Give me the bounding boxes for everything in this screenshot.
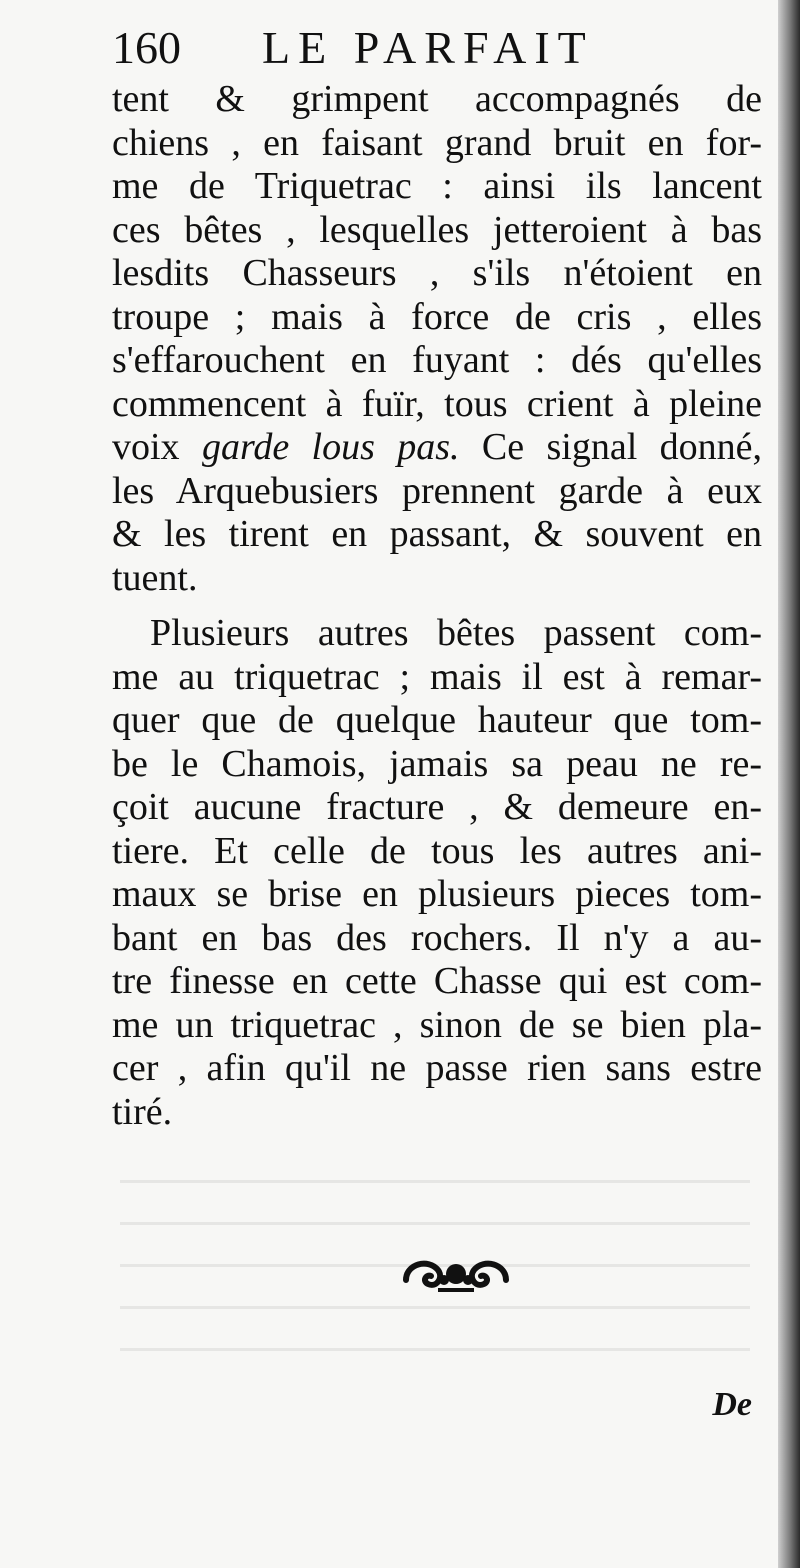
- text-line: troupe ; mais à force de cris , elles: [112, 295, 762, 338]
- text-line-with-italic: [112, 426, 762, 470]
- body-text: [112, 78, 762, 1134]
- text-line: les Arquebusiers prennent garde à eux: [112, 469, 762, 512]
- page-number: 160: [112, 22, 181, 73]
- text-line: tre finesse en cette Chasse qui est com-: [112, 960, 762, 1002]
- text-line: tent & grimpent accompagnés de: [112, 78, 762, 120]
- text-line: & les tirent en passant, & souvent en: [112, 513, 762, 555]
- text-line: ces bêtes , lesquelles jetteroient à bas: [112, 208, 762, 251]
- text-line: me de Triquetrac : ainsi ils lancent: [112, 165, 762, 207]
- paragraph-1: [112, 78, 762, 600]
- text-line: maux se brise en plusieurs pieces tom-: [112, 873, 762, 915]
- catchword: De: [712, 1386, 752, 1423]
- text-line: cer , afin qu'il ne passe rien sans estre: [112, 1047, 762, 1089]
- text-line: tiere. Et celle de tous les autres ani-: [112, 829, 762, 872]
- paragraph-gap: [112, 600, 762, 612]
- text-line: me un triquetrac , sinon de se bien pla-: [112, 1003, 762, 1046]
- binding-shadow: [778, 0, 800, 1568]
- text-line: lesdits Chasseurs , s'ils n'étoient en: [112, 252, 762, 294]
- text-segment: Ce signal donné,: [459, 426, 762, 468]
- paragraph-2: [112, 612, 762, 1134]
- text-segment: voix: [112, 426, 202, 468]
- text-line: tiré.: [112, 1090, 173, 1133]
- italic-phrase: garde lous pas.: [201, 426, 460, 468]
- running-title: LE PARFAIT: [262, 22, 594, 73]
- text-line: be le Chamois, jamais sa peau ne re-: [112, 742, 762, 785]
- text-line: quer que de quelque hauteur que tom-: [112, 699, 762, 741]
- fleuron-ornament-icon: [398, 1250, 514, 1298]
- text-line: bant en bas des rochers. Il n'y a au-: [112, 916, 762, 959]
- text-line: çoit aucune fracture , & demeure en-: [112, 786, 762, 828]
- text-line: me au triquetrac ; mais il est à remar-: [112, 655, 762, 698]
- text-line: chiens , en faisant grand bruit en for-: [112, 121, 762, 164]
- text-line: commencent à fuïr, tous crient à pleine: [112, 382, 762, 425]
- page-header: [112, 18, 712, 78]
- text-line: s'effarouchent en fuyant : dés qu'elles: [112, 339, 762, 381]
- text-line: Plusieurs autres bêtes passent com-: [150, 612, 762, 654]
- text-line: tuent.: [112, 556, 198, 599]
